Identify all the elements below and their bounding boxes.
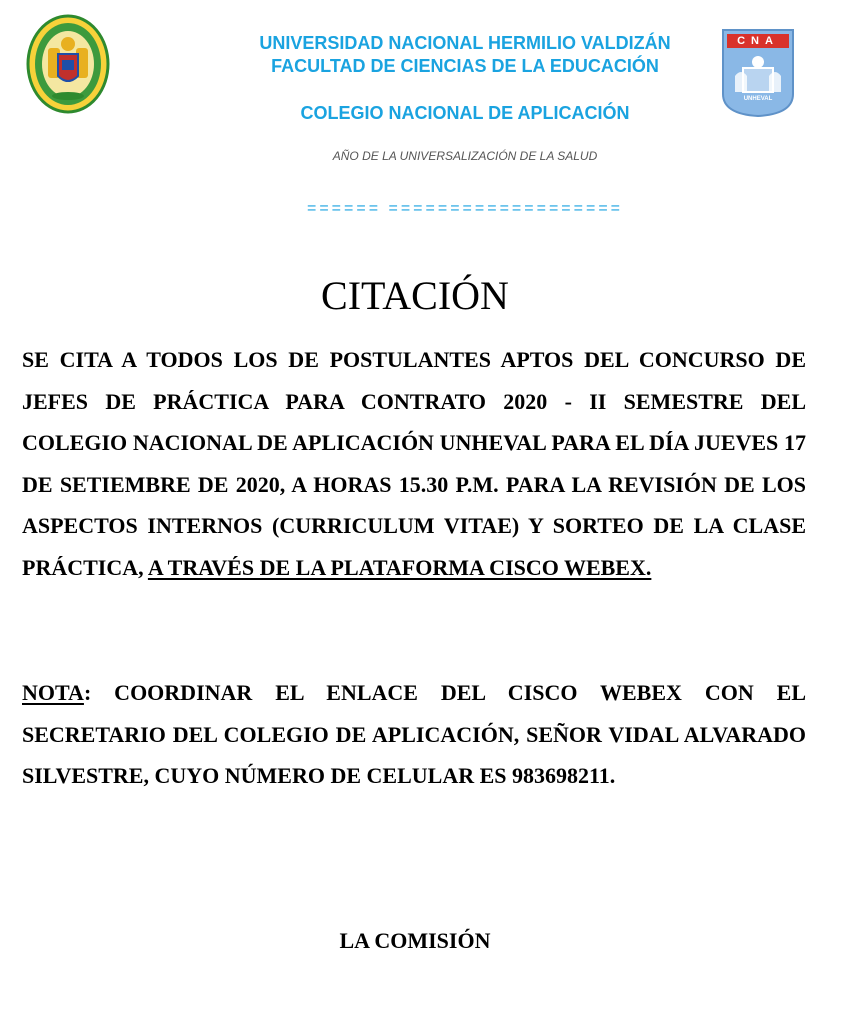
- platform-text: A TRAVÉS DE LA PLATAFORMA CISCO WEBEX.: [147, 554, 652, 580]
- university-seal-logo: [26, 14, 110, 114]
- college-name: COLEGIO NACIONAL DE APLICACIÓN: [300, 103, 630, 123]
- document-title: CITACIÓN: [321, 273, 509, 318]
- badge-acronym: CNA: [737, 35, 779, 47]
- badge-label: UNHEVAL: [743, 96, 773, 102]
- citation-body: [22, 339, 806, 588]
- university-name: UNIVERSIDAD NACIONAL HERMILIO VALDIZÁN: [259, 33, 671, 53]
- note-section: [22, 672, 806, 797]
- body-text: SE CITA A TODOS LOS DE POSTULANTES APTOS DEL CONCURSO DE JEFES DE PRÁCTICA PARA CONTRATO 2020 - II SEMESTRE DEL COLEGIO NACIONAL DE APLICACIÓN UNHEVAL PARA EL DÍA JUEVES 17 DE SETIEMBRE DE 2020, A HORAS 15.30 P.M. PARA LA REVISIÓN DE LOS ASPECTOS INTERNOS (CURRICULUM VITAE) Y SORTEO DE LA CLASE PRÁCTICA,: [22, 347, 806, 580]
- signature: LA COMISIÓN: [339, 928, 491, 953]
- header-separator: ====== ===================: [306, 200, 624, 217]
- year-motto: AÑO DE LA UNIVERSALIZACIÓN DE LA SALUD: [332, 149, 598, 163]
- note-colon: :: [83, 680, 92, 705]
- note-label: NOTA: [22, 680, 84, 705]
- note-text: COORDINAR EL ENLACE DEL CISCO WEBEX CON EL SECRETARIO DEL COLEGIO DE APLICACIÓN, SEÑOR VIDAL ALVARADO SILVESTRE, CUYO NÚMERO DE CELULAR ES 983698211.: [22, 680, 806, 788]
- faculty-name: FACULTAD DE CIENCIAS DE LA EDUCACIÓN: [271, 56, 659, 76]
